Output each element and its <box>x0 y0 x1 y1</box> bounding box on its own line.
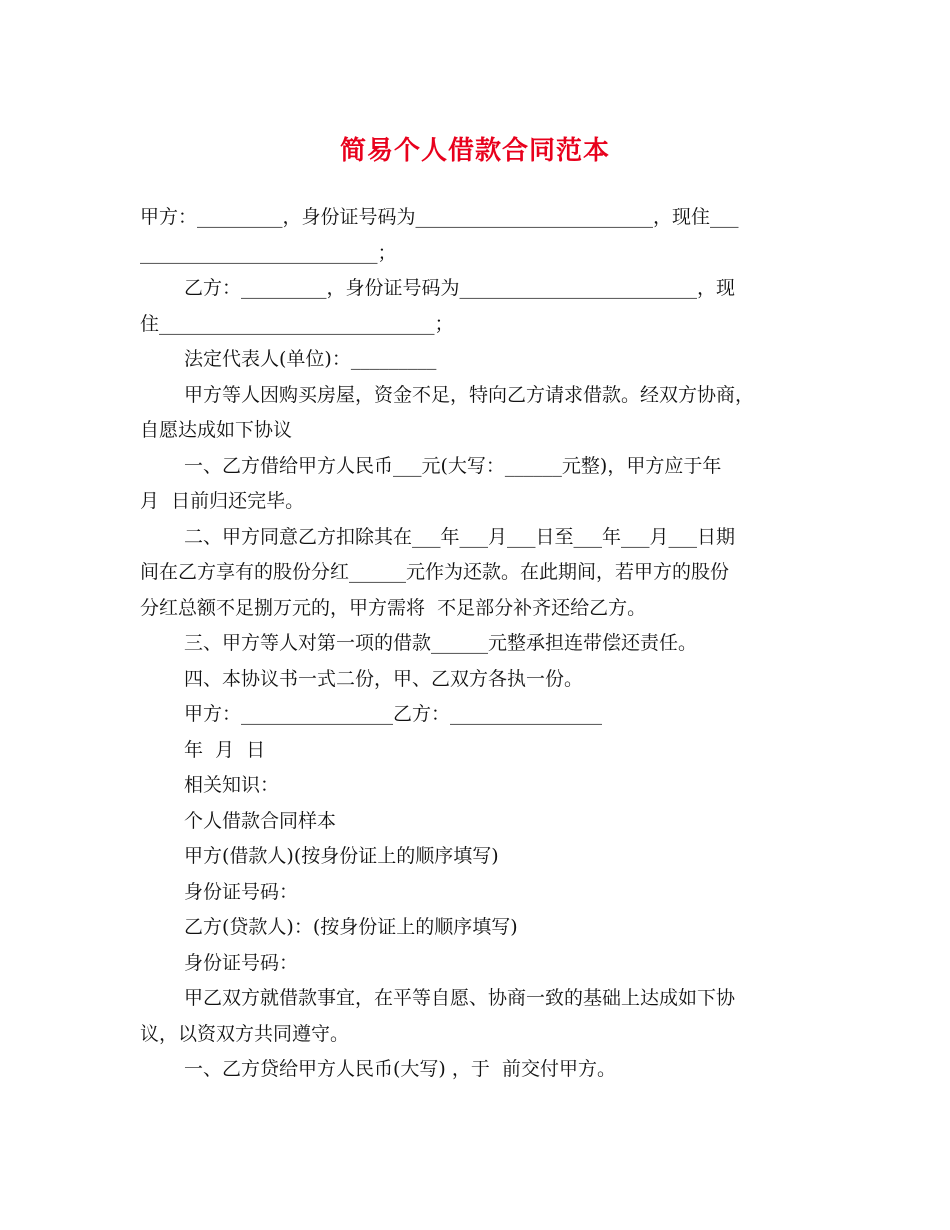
document-line: 甲方(借款人)(按身份证上的顺序填写) <box>184 845 499 867</box>
document-line: 个人借款合同样本 <box>184 809 337 832</box>
document-line: 月 日前归还完毕。 <box>140 490 305 512</box>
document-line: 一、乙方贷给甲方人民币(大写) ，于 前交付甲方。 <box>184 1058 616 1080</box>
document-body <box>140 200 830 1088</box>
document-line: 身份证号码： <box>184 951 299 974</box>
document-line: 议，以资双方共同遵守。 <box>140 1022 350 1045</box>
document-line: 甲方：_________，身份证号码为_________________________，现住___ <box>140 206 739 228</box>
document-line: 分红总额不足捌万元的，甲方需将 不足部分补齐还给乙方。 <box>140 596 647 619</box>
document-line: 乙方(贷款人)：(按身份证上的顺序填写) <box>184 916 518 938</box>
document-line: 自愿达成如下协议 <box>140 419 293 441</box>
document-line: 住_____________________________； <box>140 312 454 335</box>
document-line: 甲乙双方就借款事宜，在平等自愿、协商一致的基础上达成如下协 <box>184 987 736 1009</box>
document-line: _________________________； <box>140 241 397 264</box>
document-line: 相关知识： <box>184 774 280 796</box>
document-line: 乙方：_________，身份证号码为_________________________，现 <box>184 277 736 299</box>
document-title: 简易个人借款合同范本 <box>339 136 610 166</box>
document-line: 四、本协议书一式二份，甲、乙双方各执一份。 <box>184 667 584 690</box>
document-line: 间在乙方享有的股份分红______元作为还款。在此期间，若甲方的股份 <box>140 561 730 583</box>
document-line: 一、乙方借给甲方人民币___元(大写：______元整)，甲方应于年 <box>184 454 722 477</box>
document-line: 身份证号码： <box>184 880 299 903</box>
document-line: 三、甲方等人对第一项的借款______元整承担连带偿还责任。 <box>184 632 698 654</box>
document-line: 甲方等人因购买房屋，资金不足，特向乙方请求借款。经双方协商， <box>184 383 755 406</box>
document-line: 二、甲方同意乙方扣除其在___年___月___日至___年___月___日期 <box>184 525 736 548</box>
document-line: 甲方：________________乙方：________________ <box>184 703 603 725</box>
document-line: 年 月 日 <box>184 738 266 761</box>
document-line: 法定代表人(单位)：_________ <box>184 348 437 370</box>
